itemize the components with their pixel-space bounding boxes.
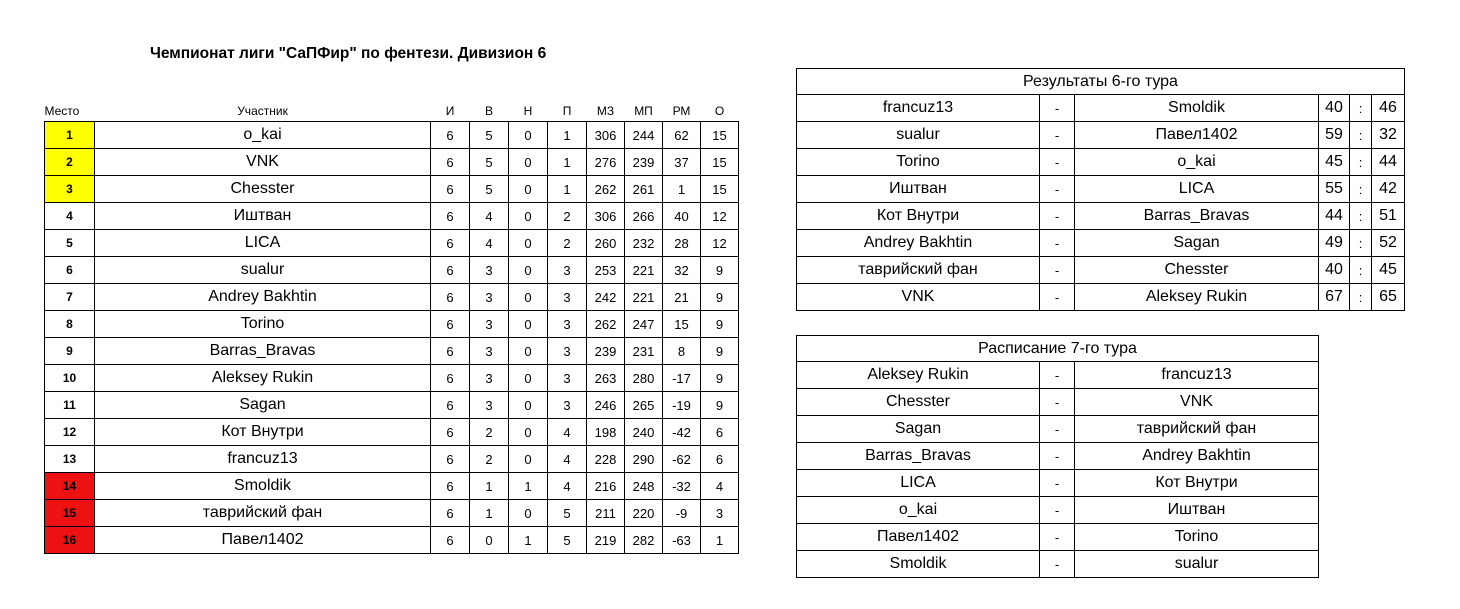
games-cell: 6: [431, 284, 470, 311]
points-diff-cell: -42: [663, 419, 701, 446]
points-against-cell: 239: [625, 149, 663, 176]
games-cell: 6: [431, 149, 470, 176]
points-for-cell: 276: [587, 149, 625, 176]
separator-cell: -: [1040, 257, 1075, 284]
separator-cell: -: [1040, 95, 1075, 122]
points-for-cell: 262: [587, 176, 625, 203]
games-cell: 6: [431, 230, 470, 257]
place-cell: 12: [45, 419, 95, 446]
draws-cell: 0: [509, 311, 548, 338]
score-cell: 12: [701, 203, 739, 230]
points-against-cell: 231: [625, 338, 663, 365]
separator-cell: -: [1040, 362, 1075, 389]
place-cell: 7: [45, 284, 95, 311]
wins-cell: 5: [470, 176, 509, 203]
home-team-cell: таврийский фан: [797, 257, 1040, 284]
separator-cell: -: [1040, 176, 1075, 203]
points-for-cell: 253: [587, 257, 625, 284]
wins-cell: 2: [470, 446, 509, 473]
draws-cell: 0: [509, 338, 548, 365]
points-diff-cell: -63: [663, 527, 701, 554]
participant-cell: Иштван: [95, 203, 431, 230]
wins-cell: 5: [470, 122, 509, 149]
draws-cell: 0: [509, 500, 548, 527]
points-diff-cell: 1: [663, 176, 701, 203]
standings-row: [45, 230, 739, 257]
points-against-cell: 280: [625, 365, 663, 392]
games-cell: 6: [431, 338, 470, 365]
wins-cell: 3: [470, 365, 509, 392]
points-against-cell: 221: [625, 284, 663, 311]
wins-cell: 3: [470, 311, 509, 338]
away-team-cell: Кот Внутри: [1075, 470, 1319, 497]
separator-cell: -: [1040, 416, 1075, 443]
home-score-cell: 44: [1319, 203, 1350, 230]
separator-cell: -: [1040, 551, 1075, 578]
result-row: [797, 122, 1405, 149]
away-score-cell: 46: [1372, 95, 1405, 122]
games-cell: 6: [431, 203, 470, 230]
points-for-cell: 216: [587, 473, 625, 500]
losses-cell: 3: [548, 311, 587, 338]
points-for-cell: 262: [587, 311, 625, 338]
result-row: [797, 284, 1405, 311]
wins-cell: 4: [470, 203, 509, 230]
losses-cell: 1: [548, 149, 587, 176]
result-row: [797, 230, 1405, 257]
away-team-cell: LICA: [1075, 176, 1319, 203]
away-team-cell: Barras_Bravas: [1075, 203, 1319, 230]
separator-cell: -: [1040, 230, 1075, 257]
standings-row: [45, 338, 739, 365]
score-cell: 9: [701, 284, 739, 311]
result-row: [797, 203, 1405, 230]
header-points-against: МП: [634, 104, 653, 118]
standings-row: [45, 176, 739, 203]
wins-cell: 3: [470, 338, 509, 365]
points-for-cell: 219: [587, 527, 625, 554]
points-for-cell: 263: [587, 365, 625, 392]
participant-cell: Chesster: [95, 176, 431, 203]
home-team-cell: Torino: [797, 149, 1040, 176]
losses-cell: 3: [548, 257, 587, 284]
draws-cell: 1: [509, 527, 548, 554]
standings-row: [45, 527, 739, 554]
standings-row: [45, 203, 739, 230]
wins-cell: 4: [470, 230, 509, 257]
header-points-diff: РМ: [672, 104, 691, 118]
away-score-cell: 45: [1372, 257, 1405, 284]
score-separator-cell: :: [1350, 176, 1372, 203]
score-cell: 9: [701, 311, 739, 338]
away-team-cell: таврийский фан: [1075, 416, 1319, 443]
standings-row: [45, 284, 739, 311]
score-separator-cell: :: [1350, 257, 1372, 284]
points-diff-cell: 62: [663, 122, 701, 149]
losses-cell: 5: [548, 527, 587, 554]
score-cell: 9: [701, 338, 739, 365]
schedule-row: [797, 389, 1319, 416]
home-team-cell: Chesster: [797, 389, 1040, 416]
place-cell: 9: [45, 338, 95, 365]
points-for-cell: 260: [587, 230, 625, 257]
home-team-cell: o_kai: [797, 497, 1040, 524]
participant-cell: Павел1402: [95, 527, 431, 554]
header-place: Место: [44, 104, 80, 118]
separator-cell: -: [1040, 149, 1075, 176]
away-score-cell: 42: [1372, 176, 1405, 203]
away-team-cell: Aleksey Rukin: [1075, 284, 1319, 311]
points-diff-cell: 21: [663, 284, 701, 311]
points-for-cell: 246: [587, 392, 625, 419]
points-against-cell: 261: [625, 176, 663, 203]
score-cell: 12: [701, 230, 739, 257]
header-participant: Участник: [237, 104, 288, 118]
points-for-cell: 306: [587, 122, 625, 149]
separator-cell: -: [1040, 203, 1075, 230]
score-separator-cell: :: [1350, 284, 1372, 311]
score-cell: 9: [701, 365, 739, 392]
draws-cell: 1: [509, 473, 548, 500]
result-row: [797, 257, 1405, 284]
score-separator-cell: :: [1350, 122, 1372, 149]
standings-row: [45, 392, 739, 419]
participant-cell: Кот Внутри: [95, 419, 431, 446]
draws-cell: 0: [509, 446, 548, 473]
points-diff-cell: 32: [663, 257, 701, 284]
place-cell: 15: [45, 500, 95, 527]
points-diff-cell: -32: [663, 473, 701, 500]
points-diff-cell: 8: [663, 338, 701, 365]
points-against-cell: 244: [625, 122, 663, 149]
wins-cell: 5: [470, 149, 509, 176]
wins-cell: 2: [470, 419, 509, 446]
place-cell: 3: [45, 176, 95, 203]
away-team-cell: Smoldik: [1075, 95, 1319, 122]
place-cell: 6: [45, 257, 95, 284]
games-cell: 6: [431, 365, 470, 392]
home-team-cell: Павел1402: [797, 524, 1040, 551]
schedule-row: [797, 524, 1319, 551]
points-against-cell: 247: [625, 311, 663, 338]
score-cell: 9: [701, 257, 739, 284]
standings-row: [45, 311, 739, 338]
header-draws: Н: [523, 104, 533, 118]
games-cell: 6: [431, 176, 470, 203]
participant-cell: o_kai: [95, 122, 431, 149]
losses-cell: 3: [548, 338, 587, 365]
participant-cell: sualur: [95, 257, 431, 284]
schedule-row: [797, 551, 1319, 578]
schedule-row: [797, 443, 1319, 470]
home-team-cell: Andrey Bakhtin: [797, 230, 1040, 257]
draws-cell: 0: [509, 149, 548, 176]
games-cell: 6: [431, 473, 470, 500]
participant-cell: VNK: [95, 149, 431, 176]
home-team-cell: Barras_Bravas: [797, 443, 1040, 470]
points-for-cell: 211: [587, 500, 625, 527]
losses-cell: 5: [548, 500, 587, 527]
results-title: Результаты 6-го тура: [797, 69, 1405, 95]
home-score-cell: 40: [1319, 257, 1350, 284]
header-losses: П: [562, 104, 572, 118]
place-cell: 2: [45, 149, 95, 176]
score-cell: 9: [701, 392, 739, 419]
home-team-cell: Smoldik: [797, 551, 1040, 578]
points-for-cell: 306: [587, 203, 625, 230]
away-team-cell: sualur: [1075, 551, 1319, 578]
draws-cell: 0: [509, 365, 548, 392]
place-cell: 1: [45, 122, 95, 149]
losses-cell: 1: [548, 122, 587, 149]
schedule-row: [797, 497, 1319, 524]
score-separator-cell: :: [1350, 95, 1372, 122]
home-team-cell: francuz13: [797, 95, 1040, 122]
points-for-cell: 228: [587, 446, 625, 473]
home-score-cell: 67: [1319, 284, 1350, 311]
games-cell: 6: [431, 311, 470, 338]
schedule-row: [797, 470, 1319, 497]
header-points-for: МЗ: [596, 104, 615, 118]
score-cell: 1: [701, 527, 739, 554]
score-separator-cell: :: [1350, 149, 1372, 176]
wins-cell: 3: [470, 284, 509, 311]
place-cell: 16: [45, 527, 95, 554]
schedule-row: [797, 362, 1319, 389]
away-team-cell: Andrey Bakhtin: [1075, 443, 1319, 470]
losses-cell: 2: [548, 203, 587, 230]
points-diff-cell: 40: [663, 203, 701, 230]
away-score-cell: 52: [1372, 230, 1405, 257]
separator-cell: -: [1040, 497, 1075, 524]
separator-cell: -: [1040, 389, 1075, 416]
points-against-cell: 240: [625, 419, 663, 446]
losses-cell: 2: [548, 230, 587, 257]
home-team-cell: sualur: [797, 122, 1040, 149]
points-diff-cell: 37: [663, 149, 701, 176]
header-wins: В: [484, 104, 493, 118]
away-score-cell: 32: [1372, 122, 1405, 149]
points-against-cell: 282: [625, 527, 663, 554]
wins-cell: 0: [470, 527, 509, 554]
results-table: [796, 68, 1405, 311]
draws-cell: 0: [509, 419, 548, 446]
home-score-cell: 55: [1319, 176, 1350, 203]
schedule-table: [796, 335, 1319, 578]
page-title: Чемпионат лиги "СаПФир" по фентези. Дивизион 6: [150, 45, 547, 62]
score-cell: 6: [701, 446, 739, 473]
schedule-row: [797, 416, 1319, 443]
games-cell: 6: [431, 446, 470, 473]
away-team-cell: Chesster: [1075, 257, 1319, 284]
standings-header-row: [45, 96, 739, 122]
score-cell: 4: [701, 473, 739, 500]
games-cell: 6: [431, 527, 470, 554]
standings-row: [45, 122, 739, 149]
points-against-cell: 290: [625, 446, 663, 473]
score-cell: 15: [701, 122, 739, 149]
score-cell: 15: [701, 176, 739, 203]
wins-cell: 3: [470, 257, 509, 284]
draws-cell: 0: [509, 122, 548, 149]
games-cell: 6: [431, 122, 470, 149]
result-row: [797, 176, 1405, 203]
standings-table: [44, 96, 739, 554]
points-diff-cell: -9: [663, 500, 701, 527]
draws-cell: 0: [509, 257, 548, 284]
standings-row: [45, 500, 739, 527]
points-for-cell: 242: [587, 284, 625, 311]
losses-cell: 3: [548, 365, 587, 392]
standings-row: [45, 419, 739, 446]
draws-cell: 0: [509, 230, 548, 257]
points-against-cell: 232: [625, 230, 663, 257]
header-score: О: [714, 104, 725, 118]
points-diff-cell: -62: [663, 446, 701, 473]
points-against-cell: 266: [625, 203, 663, 230]
away-team-cell: Павел1402: [1075, 122, 1319, 149]
away-team-cell: Иштван: [1075, 497, 1319, 524]
away-score-cell: 44: [1372, 149, 1405, 176]
score-separator-cell: :: [1350, 230, 1372, 257]
separator-cell: -: [1040, 284, 1075, 311]
wins-cell: 1: [470, 473, 509, 500]
separator-cell: -: [1040, 443, 1075, 470]
header-games: И: [445, 104, 455, 118]
points-for-cell: 198: [587, 419, 625, 446]
away-team-cell: francuz13: [1075, 362, 1319, 389]
home-team-cell: VNK: [797, 284, 1040, 311]
participant-cell: LICA: [95, 230, 431, 257]
away-score-cell: 51: [1372, 203, 1405, 230]
place-cell: 14: [45, 473, 95, 500]
place-cell: 5: [45, 230, 95, 257]
score-separator-cell: :: [1350, 203, 1372, 230]
participant-cell: Smoldik: [95, 473, 431, 500]
place-cell: 13: [45, 446, 95, 473]
points-diff-cell: 15: [663, 311, 701, 338]
home-score-cell: 40: [1319, 95, 1350, 122]
away-score-cell: 65: [1372, 284, 1405, 311]
standings-row: [45, 149, 739, 176]
place-cell: 4: [45, 203, 95, 230]
points-for-cell: 239: [587, 338, 625, 365]
participant-cell: Torino: [95, 311, 431, 338]
games-cell: 6: [431, 419, 470, 446]
draws-cell: 0: [509, 392, 548, 419]
separator-cell: -: [1040, 122, 1075, 149]
participant-cell: francuz13: [95, 446, 431, 473]
place-cell: 8: [45, 311, 95, 338]
place-cell: 10: [45, 365, 95, 392]
standings-row: [45, 365, 739, 392]
wins-cell: 3: [470, 392, 509, 419]
losses-cell: 4: [548, 419, 587, 446]
points-against-cell: 220: [625, 500, 663, 527]
games-cell: 6: [431, 257, 470, 284]
losses-cell: 1: [548, 176, 587, 203]
home-team-cell: LICA: [797, 470, 1040, 497]
draws-cell: 0: [509, 176, 548, 203]
points-against-cell: 221: [625, 257, 663, 284]
standings-row: [45, 473, 739, 500]
place-cell: 11: [45, 392, 95, 419]
score-cell: 15: [701, 149, 739, 176]
draws-cell: 0: [509, 284, 548, 311]
home-team-cell: Кот Внутри: [797, 203, 1040, 230]
points-diff-cell: -19: [663, 392, 701, 419]
games-cell: 6: [431, 392, 470, 419]
separator-cell: -: [1040, 524, 1075, 551]
away-team-cell: o_kai: [1075, 149, 1319, 176]
result-row: [797, 95, 1405, 122]
result-row: [797, 149, 1405, 176]
draws-cell: 0: [509, 203, 548, 230]
standings-row: [45, 446, 739, 473]
points-diff-cell: -17: [663, 365, 701, 392]
wins-cell: 1: [470, 500, 509, 527]
away-team-cell: Torino: [1075, 524, 1319, 551]
separator-cell: -: [1040, 470, 1075, 497]
losses-cell: 3: [548, 284, 587, 311]
standings-row: [45, 257, 739, 284]
home-score-cell: 45: [1319, 149, 1350, 176]
losses-cell: 4: [548, 473, 587, 500]
away-team-cell: VNK: [1075, 389, 1319, 416]
score-cell: 3: [701, 500, 739, 527]
points-against-cell: 248: [625, 473, 663, 500]
participant-cell: Barras_Bravas: [95, 338, 431, 365]
losses-cell: 3: [548, 392, 587, 419]
away-team-cell: Sagan: [1075, 230, 1319, 257]
home-team-cell: Aleksey Rukin: [797, 362, 1040, 389]
points-against-cell: 265: [625, 392, 663, 419]
losses-cell: 4: [548, 446, 587, 473]
schedule-title: Расписание 7-го тура: [797, 336, 1319, 362]
points-diff-cell: 28: [663, 230, 701, 257]
participant-cell: Aleksey Rukin: [95, 365, 431, 392]
home-team-cell: Иштван: [797, 176, 1040, 203]
participant-cell: Sagan: [95, 392, 431, 419]
home-team-cell: Sagan: [797, 416, 1040, 443]
home-score-cell: 49: [1319, 230, 1350, 257]
games-cell: 6: [431, 500, 470, 527]
participant-cell: Andrey Bakhtin: [95, 284, 431, 311]
home-score-cell: 59: [1319, 122, 1350, 149]
participant-cell: таврийский фан: [95, 500, 431, 527]
score-cell: 6: [701, 419, 739, 446]
